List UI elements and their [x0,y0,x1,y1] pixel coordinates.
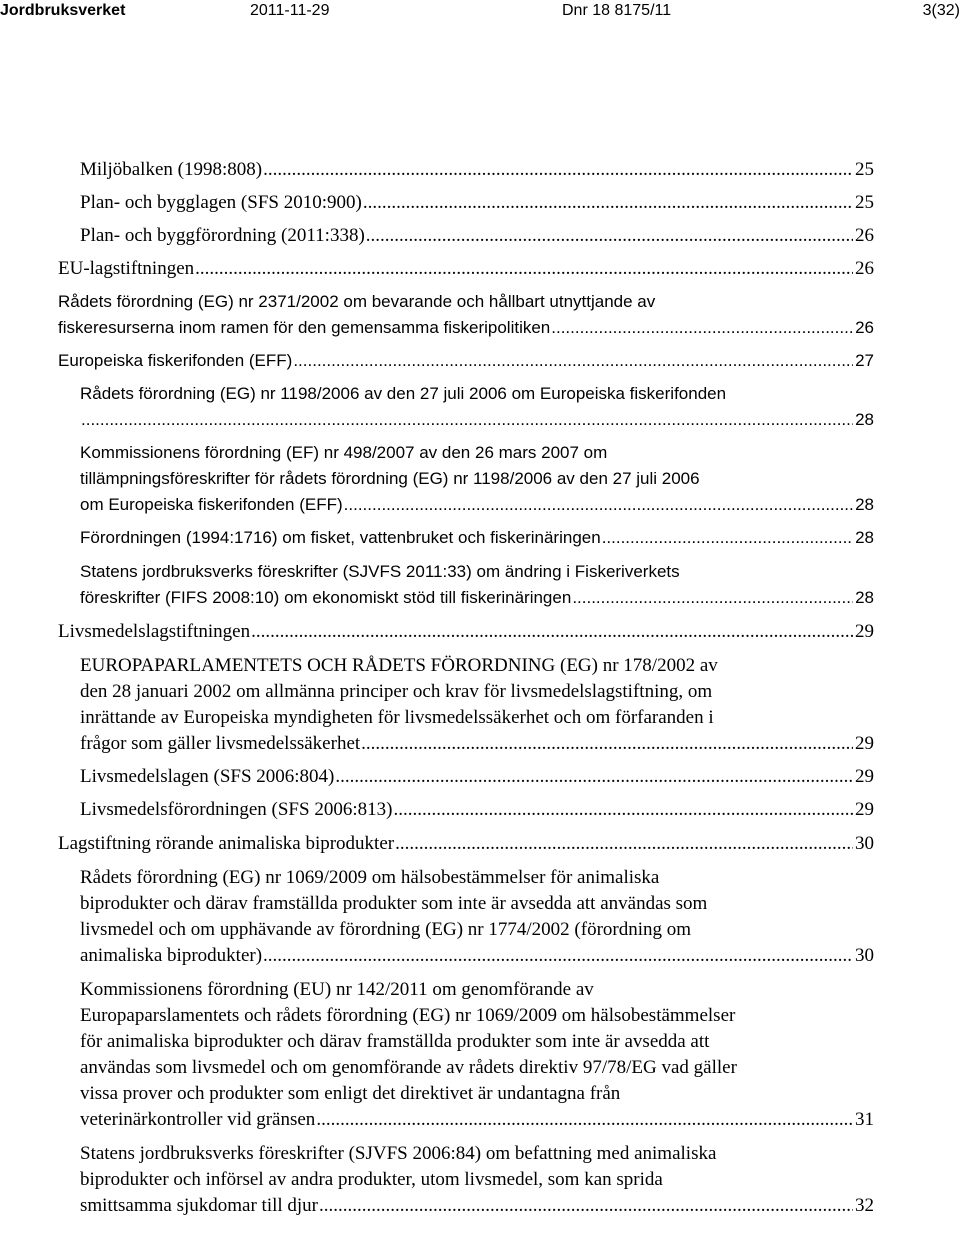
toc-entry[interactable] [80,653,874,757]
dot-leader [316,1107,853,1133]
toc-entry-page-number: 30 [855,945,874,966]
dot-leader [602,525,853,551]
dot-leader [572,585,853,611]
toc-entry[interactable] [58,831,874,857]
toc-entry-title-line: tillämpningsföreskrifter för rådets förordning (EG) nr 1198/2006 av den 27 juli 2006 [80,469,700,488]
toc-entry-title-line: livsmedel och om upphävande av förordning (EG) nr 1774/2002 (förordning om [80,919,692,940]
toc-entry-title: Livsmedelsförordningen (SFS 2006:813) [80,799,393,820]
toc-entry-title: om Europeiska fiskerifonden (EFF) [80,495,343,514]
toc-entry-title-line: den 28 januari 2002 om allmänna principer och krav för livsmedelslagstiftning, om [80,681,713,702]
dot-leader [263,157,853,183]
toc-entry-page-number: 29 [855,799,874,820]
toc-entry-last-line [80,157,874,183]
toc-entry-title-line: inrättande av Europeiska myndigheten för livsmedelssäkerhet och om förfaranden i [80,707,714,728]
toc-entry[interactable] [80,559,874,611]
toc-entry[interactable] [80,865,874,969]
toc-entry-title-line: Kommissionens förordning (EU) nr 142/2011 om genomförande av [80,979,594,1000]
toc-entry-page-number: 29 [855,733,874,754]
toc-entry-title-line: biprodukter och därav framställda produkter som inte är avsedda att användas som [80,893,708,914]
toc-entry[interactable] [58,619,874,645]
toc-entry-page-number: 28 [855,528,874,547]
toc-entry-last-line [80,407,874,433]
toc-entry-last-line [58,831,874,857]
toc-entry-title: Lagstiftning rörande animaliska biprodukter [58,833,395,854]
toc-entry[interactable] [80,381,874,433]
toc-entry-title: animaliska biprodukter) [80,945,263,966]
dot-leader [251,619,853,645]
toc-entry-last-line [58,256,874,282]
toc-entry-title-line: användas som livsmedel och om genomförande av rådets direktiv 97/78/EG vad gäller [80,1057,737,1078]
toc-entry-title-line: Statens jordbruksverks föreskrifter (SJVFS 2011:33) om ändring i Fiskeriverkets [80,562,680,581]
toc-entry[interactable] [80,223,874,249]
toc-entry-last-line [80,190,874,216]
dot-leader [195,256,853,282]
toc-entry-last-line [80,943,874,969]
dot-leader [395,831,853,857]
toc-entry-last-line [80,1107,874,1133]
toc-entry-title: Miljöbalken (1998:808) [80,159,263,180]
toc-entry[interactable] [80,764,874,790]
toc-entry-title: Livsmedelslagstiftningen [58,621,251,642]
toc-entry-title: veterinärkontroller vid gränsen [80,1109,316,1130]
toc-entry[interactable] [58,256,874,282]
toc-entry[interactable] [80,1141,874,1219]
toc-entry-title-line: Rådets förordning (EG) nr 2371/2002 om bevarande och hållbart utnyttjande av [58,292,656,311]
dot-leader [319,1193,853,1219]
toc-entry-last-line [80,797,874,823]
toc-entry-page-number: 26 [855,225,874,246]
toc-entry-last-line [80,525,874,551]
toc-entry-title: Förordningen (1994:1716) om fisket, vattenbruket och fiskerinäringen [80,528,601,547]
toc-entry-last-line [80,492,874,518]
header-page-number: 3(32) [922,2,960,19]
header-organization: Jordbruksverket [0,2,126,19]
toc-entry-title-line: biprodukter och införsel av andra produkter, utom livsmedel, som kan sprida [80,1169,663,1190]
toc-entry-page-number: 32 [855,1195,874,1216]
toc-entry-title-line: Statens jordbruksverks föreskrifter (SJVFS 2006:84) om befattning med animaliska [80,1143,717,1164]
toc-entry-title: Livsmedelslagen (SFS 2006:804) [80,766,335,787]
dot-leader [263,943,853,969]
dot-leader [293,348,853,374]
header-reference-number: Dnr 18 8175/11 [562,2,672,19]
toc-entry-last-line [58,619,874,645]
toc-entry[interactable] [80,525,874,551]
toc-entry-last-line [80,585,874,611]
page-header [0,0,960,22]
toc-entry[interactable] [80,440,874,518]
toc-entry-title: frågor som gäller livsmedelssäkerhet [80,733,361,754]
toc-entry-page-number: 26 [855,318,874,337]
toc-entry-title-line: Rådets förordning (EG) nr 1069/2009 om hälsobestämmelser för animaliska [80,867,660,888]
toc-entry-page-number: 25 [855,192,874,213]
dot-leader [344,492,853,518]
dot-leader [81,407,853,433]
toc-entry-last-line [80,1193,874,1219]
toc-entry[interactable] [58,289,874,341]
toc-entry-title-line: Europaparslamentets och rådets förordning (EG) nr 1069/2009 om hälsobestämmelser [80,1005,736,1026]
toc-entry-title-line: Rådets förordning (EG) nr 1198/2006 av den 27 juli 2006 om Europeiska fiskerifonden [80,384,727,403]
toc-entry-title-line: för animaliska biprodukter och därav framställda produkter som inte är avsedda att [80,1031,710,1052]
toc-entry-page-number: 31 [855,1109,874,1130]
toc-entry-page-number: 28 [855,410,874,429]
toc-entry-title: föreskrifter (FIFS 2008:10) om ekonomiskt stöd till fiskerinäringen [80,588,572,607]
toc-entry[interactable] [80,190,874,216]
toc-entry-title: Plan- och bygglagen (SFS 2010:900) [80,192,362,213]
toc-entry-page-number: 26 [855,258,874,279]
toc-entry-page-number: 29 [855,621,874,642]
toc-entry-last-line [80,223,874,249]
toc-entry-page-number: 27 [855,351,874,370]
toc-entry-last-line [58,315,874,341]
dot-leader [551,315,853,341]
toc-entry[interactable] [80,977,874,1133]
toc-entry-page-number: 28 [855,588,874,607]
header-date: 2011-11-29 [250,2,330,19]
toc-entry-title-line: vissa prover och produkter som enligt det direktivet är undantagna från [80,1083,621,1104]
toc-entry-page-number: 30 [855,833,874,854]
toc-entry[interactable] [80,157,874,183]
toc-entry[interactable] [80,797,874,823]
toc-entry-page-number: 25 [855,159,874,180]
dot-leader [363,190,853,216]
dot-leader [335,764,853,790]
toc-entry-title: smittsamma sjukdomar till djur [80,1195,319,1216]
toc-entry-page-number: 28 [855,495,874,514]
table-of-contents [0,157,960,1219]
toc-entry-last-line [58,348,874,374]
toc-entry-title: Plan- och byggförordning (2011:338) [80,225,365,246]
toc-entry-title-line: EUROPAPARLAMENTETS OCH RÅDETS FÖRORDNING (EG) nr 178/2002 av [80,655,718,676]
toc-entry-title-line: Kommissionens förordning (EF) nr 498/2007 av den 26 mars 2007 om [80,443,608,462]
toc-entry[interactable] [58,348,874,374]
toc-entry-title: fiskeresurserna inom ramen för den gemensamma fiskeripolitiken [58,318,551,337]
dot-leader [393,797,853,823]
toc-entry-page-number: 29 [855,766,874,787]
dot-leader [366,223,853,249]
dot-leader [361,731,853,757]
toc-entry-title: EU-lagstiftningen [58,258,195,279]
toc-entry-title: Europeiska fiskerifonden (EFF) [58,351,293,370]
toc-entry-last-line [80,731,874,757]
toc-entry-last-line [80,764,874,790]
